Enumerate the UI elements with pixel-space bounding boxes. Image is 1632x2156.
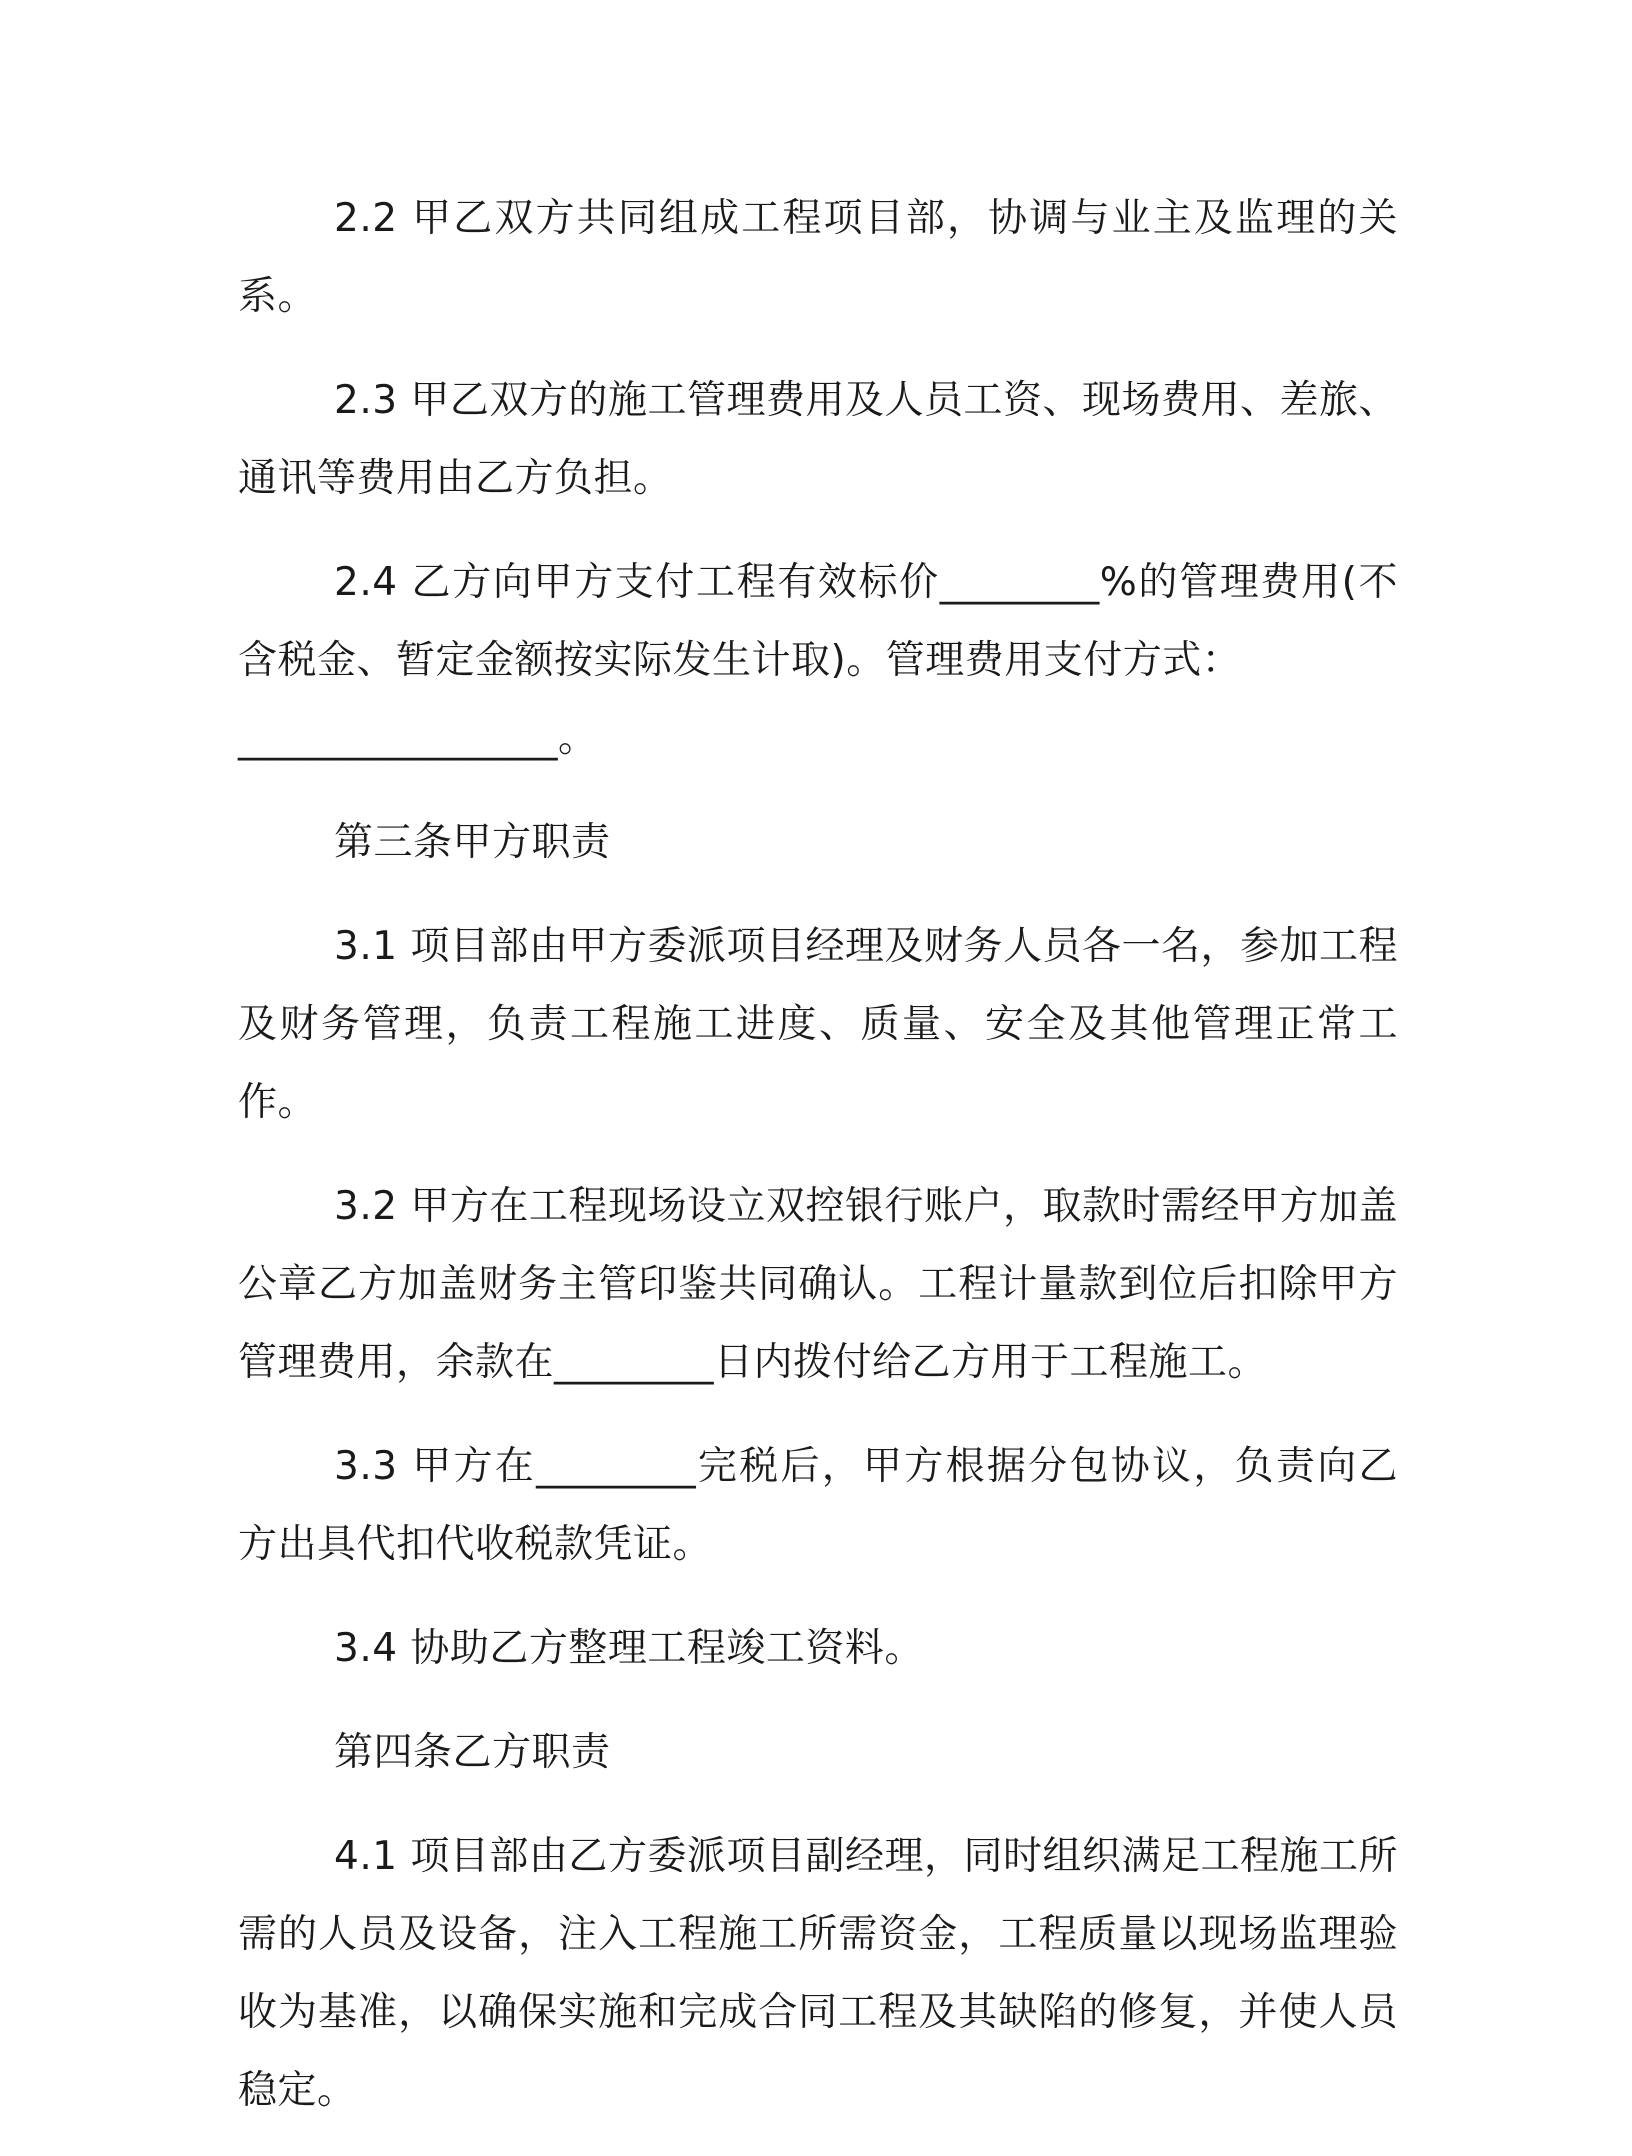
clause-2-3-text: 2.3 甲乙双方的施工管理费用及人员工资、现场费用、差旅、通讯等费用由乙方负担。 — [238, 378, 1398, 501]
document-body — [238, 180, 1398, 2156]
clause-3-2-blank: ________ — [554, 1340, 715, 1385]
clause-3-2-text-before: 3.2 甲方在工程现场设立双控银行账户，取款时需经甲方加盖公章乙方加盖财务主管印鉴共同确认。工程计量款到位后扣除甲方管理费用，余款在 — [238, 1184, 1398, 1385]
clause-3-3-text-before: 3.3 甲方在 — [334, 1444, 537, 1489]
clause-3-1-text: 3.1 项目部由甲方委派项目经理及财务人员各一名，参加工程及财务管理，负责工程施工进度、质量、安全及其他管理正常工作。 — [238, 924, 1398, 1125]
clause-3-3 — [238, 1428, 1398, 1584]
section-heading-3 — [238, 804, 1398, 882]
clause-3-2-text-after: 日内拨付给乙方用于工程施工。 — [714, 1340, 1268, 1385]
clause-3-4-text: 3.4 协助乙方整理工程竣工资料。 — [334, 1626, 924, 1671]
clause-3-2 — [238, 1168, 1398, 1402]
clause-2-2-text: 2.2 甲乙双方共同组成工程项目部，协调与业主及监理的关系。 — [238, 196, 1398, 319]
clause-4-1 — [238, 1818, 1398, 2130]
clause-2-4-tail — [238, 700, 1398, 778]
clause-2-4-blank: ________ — [939, 560, 1100, 605]
clause-3-1 — [238, 908, 1398, 1142]
clause-2-3 — [238, 362, 1398, 518]
clause-3-4 — [238, 1610, 1398, 1688]
clause-3-3-blank: ________ — [536, 1444, 697, 1489]
clause-2-4 — [238, 544, 1398, 700]
clause-4-1-text: 4.1 项目部由乙方委派项目副经理，同时组织满足工程施工所需的人员及设备，注入工程施工所需资金，工程质量以现场监理验收为基准，以确保实施和完成合同工程及其缺陷的修复，并使人员稳定。 — [238, 1834, 1398, 2113]
section-heading-4 — [238, 1714, 1398, 1792]
clause-2-4-tail-blank: ________________ — [238, 716, 558, 761]
clause-2-4-text-after: %的管理费用(不含税金、暂定金额按实际发生计取)。管理费用支付方式： — [238, 560, 1399, 683]
clause-2-2 — [238, 180, 1398, 336]
clause-2-4-tail-after: 。 — [558, 716, 598, 761]
clause-2-4-text-before: 2.4 乙方向甲方支付工程有效标价 — [334, 560, 940, 605]
clause-3-3-text-after: 完税后，甲方根据分包协议，负责向乙方出具代扣代收税款凭证。 — [238, 1444, 1398, 1567]
section-heading-4-text: 第四条乙方职责 — [334, 1730, 611, 1775]
section-heading-3-text: 第三条甲方职责 — [334, 820, 611, 865]
